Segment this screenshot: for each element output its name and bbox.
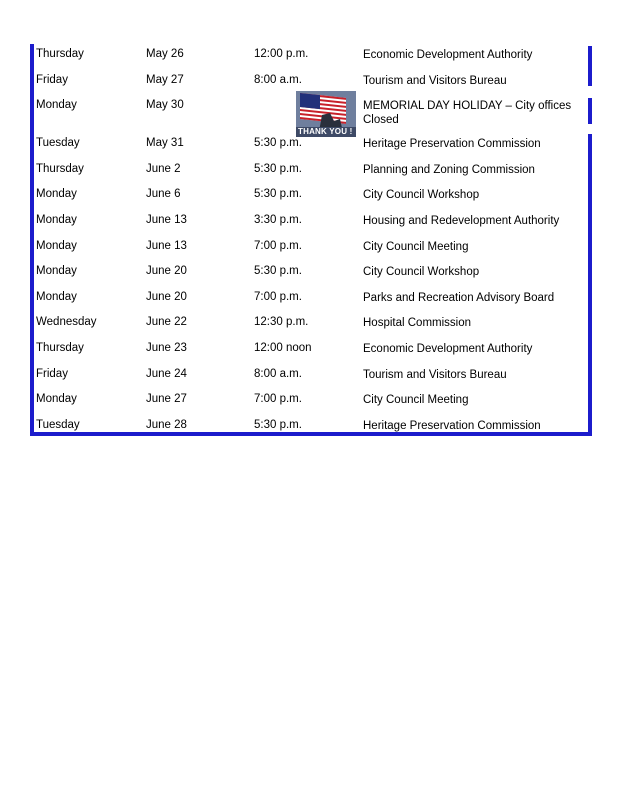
- row-day: Friday: [36, 73, 68, 86]
- schedule-row: [36, 263, 586, 289]
- row-date: June 6: [146, 188, 181, 201]
- schedule-row: [36, 314, 586, 340]
- row-day: Monday: [36, 239, 77, 252]
- row-event: Heritage Preservation Commission: [363, 138, 541, 151]
- row-time: 7:00 p.m.: [254, 239, 302, 252]
- row-time: 12:00 p.m.: [254, 48, 309, 60]
- frame-left-border: [30, 44, 34, 436]
- row-day: Monday: [36, 265, 77, 278]
- row-day: Monday: [36, 213, 77, 226]
- row-time: 7:00 p.m.: [254, 290, 302, 303]
- row-event: Hospital Commission: [363, 317, 472, 330]
- row-day: Thursday: [36, 162, 84, 175]
- row-time: 12:00 noon: [254, 341, 312, 354]
- schedule-row: [36, 238, 586, 264]
- row-date: June 20: [146, 265, 187, 278]
- schedule-row: [36, 417, 586, 443]
- row-time: 8:00 a.m.: [254, 367, 302, 380]
- row-event: City Council Meeting: [363, 240, 469, 253]
- row-time: 8:00 a.m.: [254, 73, 302, 86]
- row-day: Monday: [36, 188, 77, 201]
- row-day: Wednesday: [36, 316, 97, 329]
- schedule-row: [36, 135, 586, 161]
- row-time: 5:30 p.m.: [254, 188, 302, 201]
- row-date: May 31: [146, 137, 184, 150]
- row-date: June 20: [146, 290, 187, 303]
- row-event: Parks and Recreation Advisory Board: [363, 291, 555, 304]
- row-event: MEMORIAL DAY HOLIDAY – City offices Closed: [363, 100, 572, 127]
- row-time: 5:30 p.m.: [254, 418, 302, 431]
- schedule-row: [36, 289, 586, 315]
- row-event: Tourism and Visitors Bureau: [363, 368, 507, 381]
- meeting-schedule: [36, 46, 586, 442]
- row-event: Economic Development Authority: [363, 49, 533, 61]
- row-event: Housing and Redevelopment Authority: [363, 214, 560, 227]
- row-day: Monday: [36, 99, 77, 112]
- row-date: June 2: [146, 162, 181, 175]
- row-event: City Council Workshop: [363, 189, 480, 202]
- row-date: May 26: [146, 48, 184, 60]
- schedule-row: [36, 212, 586, 238]
- row-day: Thursday: [36, 48, 84, 60]
- row-event: Economic Development Authority: [363, 342, 533, 355]
- row-event: Planning and Zoning Commission: [363, 163, 535, 176]
- row-event: City Council Workshop: [363, 266, 480, 279]
- schedule-row: [36, 391, 586, 417]
- schedule-row: [36, 366, 586, 392]
- row-date: May 30: [146, 99, 184, 112]
- row-time: 5:30 p.m.: [254, 137, 302, 150]
- row-time: 5:30 p.m.: [254, 162, 302, 175]
- schedule-row: [36, 46, 586, 72]
- row-time: 5:30 p.m.: [254, 265, 302, 278]
- american-flag-icon: [296, 91, 356, 137]
- row-day: Monday: [36, 290, 77, 303]
- row-date: June 24: [146, 367, 187, 380]
- row-day: Tuesday: [36, 418, 80, 431]
- row-day: Thursday: [36, 341, 84, 354]
- frame-right-border: [588, 134, 592, 436]
- row-date: June 27: [146, 393, 187, 406]
- row-time: 7:00 p.m.: [254, 393, 302, 406]
- row-date: June 13: [146, 213, 187, 226]
- row-date: June 28: [146, 418, 187, 431]
- schedule-row: [36, 161, 586, 187]
- row-event: Heritage Preservation Commission: [363, 419, 541, 432]
- flag-caption: THANK YOU !: [298, 127, 353, 137]
- schedule-row: [36, 340, 586, 366]
- row-event: Tourism and Visitors Bureau: [363, 74, 507, 87]
- row-day: Friday: [36, 367, 68, 380]
- row-day: Monday: [36, 393, 77, 406]
- row-date: June 23: [146, 341, 187, 354]
- row-event: City Council Meeting: [363, 394, 469, 407]
- schedule-row-holiday: [36, 97, 586, 135]
- row-time: 3:30 p.m.: [254, 213, 302, 226]
- schedule-row: [36, 186, 586, 212]
- row-date: May 27: [146, 73, 184, 86]
- row-time: 12:30 p.m.: [254, 316, 309, 329]
- row-date: June 22: [146, 316, 187, 329]
- row-date: June 13: [146, 239, 187, 252]
- row-day: Tuesday: [36, 137, 80, 150]
